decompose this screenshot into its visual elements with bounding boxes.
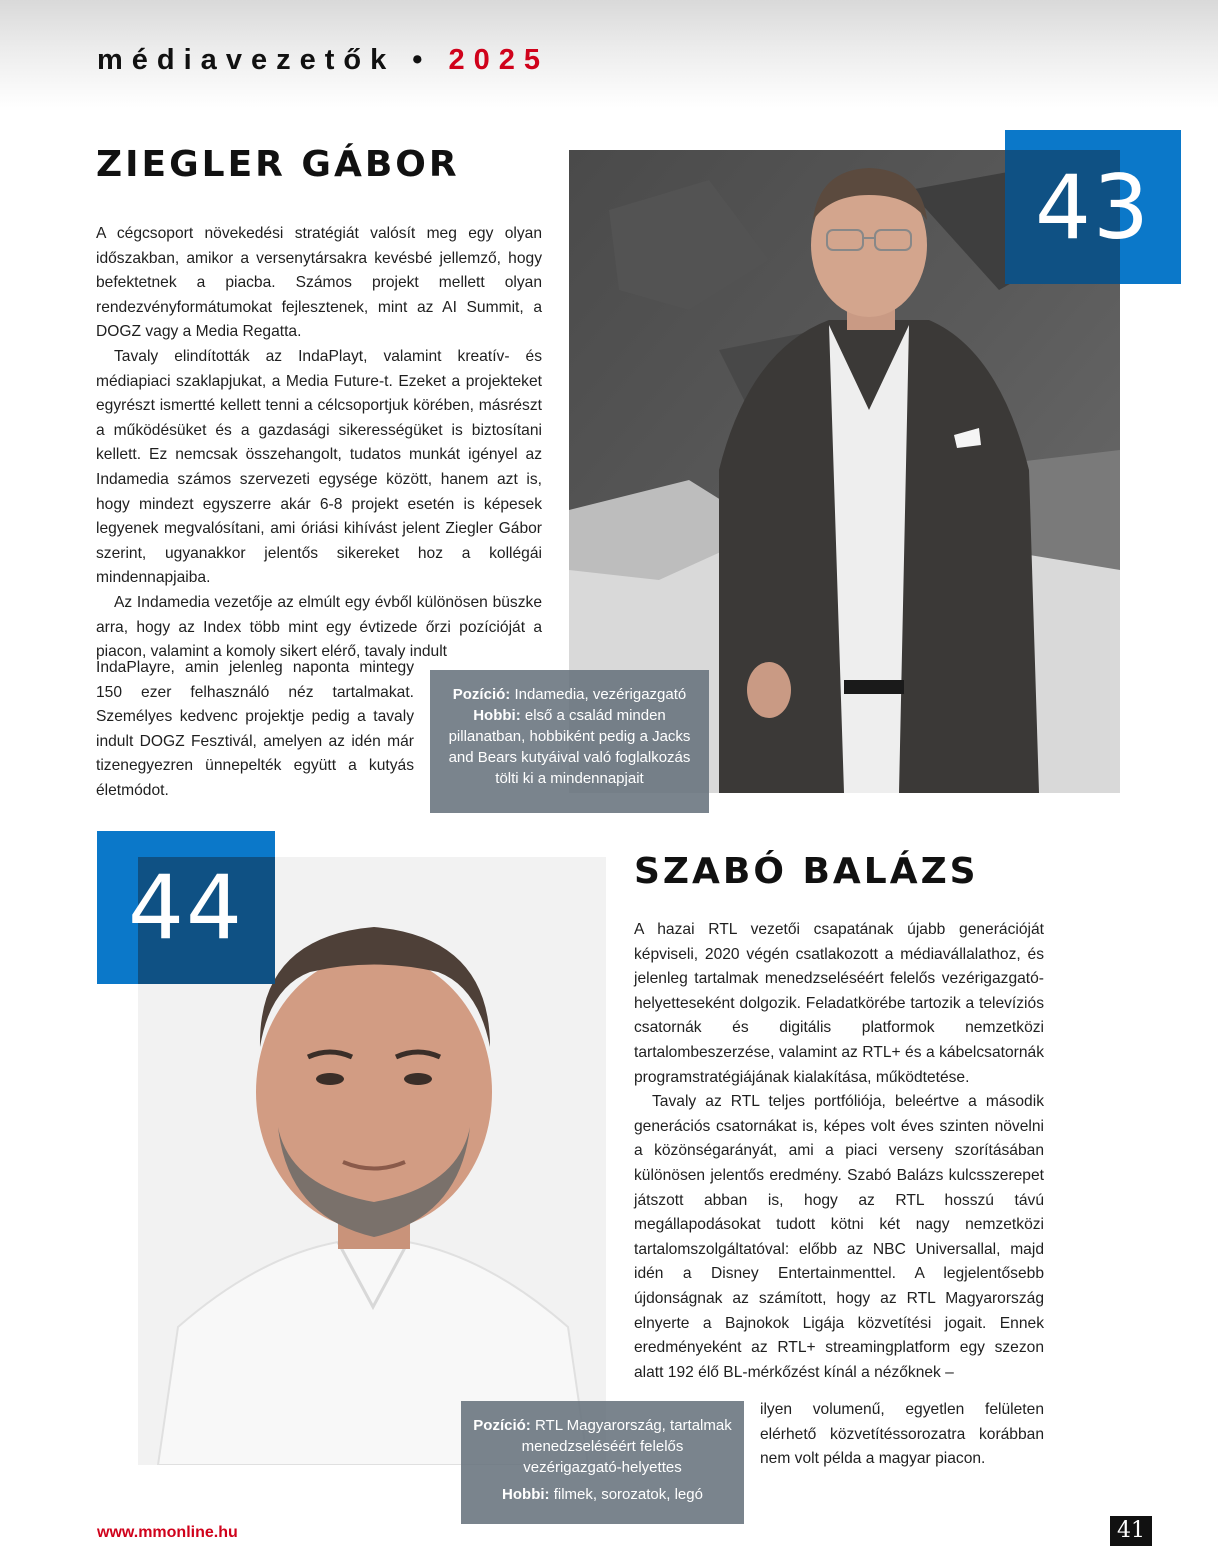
person1-info-box bbox=[430, 670, 709, 813]
section-title: médiavezetők bbox=[97, 44, 396, 76]
section-separator: • bbox=[412, 44, 432, 76]
person2-body bbox=[634, 918, 1044, 1385]
person1-rank-number: 43 bbox=[1035, 155, 1151, 259]
person1-hobby bbox=[440, 705, 699, 789]
person2-hobby-value: filmek, sorozatok, legó bbox=[553, 1486, 703, 1503]
section-year: 2025 bbox=[448, 44, 549, 76]
person2-paragraph-2: Tavaly az RTL teljes portfóliója, beleértve a második generációs csatornákat is, képes volt éves szinten növelni a közönségarányát, ami a piaci verseny szorításában különösen jelentős eredmény. Szabó Balázs kulcsszerepet játszott abban is, hogy az RTL hosszú távú megállapodásokat tudott kötni két nagy nemzetközi tartalomszolgáltatóval: előbb az NBC Universallal, majd idén a Disney Entertainmenttel. A legjelentősebb újdonságnak az számított, hogy az RTL Magyarország elnyerte a Bajnokok Ligája közvetítési jogait. Ennek eredményeként az RTL+ streamingplatform egy szezon alatt 192 élő BL-mérkőzést kínál a nézőknek – bbox=[634, 1093, 1044, 1381]
person1-hobby-label: Hobbi: bbox=[473, 707, 521, 724]
person2-paragraph-2-tail: ilyen volumenű, egyetlen felületen elérhető közvetítéssorozatra korábban nem volt példa a magyar piacon. bbox=[760, 1401, 1044, 1468]
person1-name: ZIEGLER GÁBOR bbox=[96, 144, 460, 185]
person2-name: SZABÓ BALÁZS bbox=[634, 851, 979, 892]
person1-position-value: Indamedia, vezérigazgató bbox=[514, 686, 687, 703]
person2-position bbox=[471, 1415, 734, 1478]
person2-hobby bbox=[471, 1484, 734, 1505]
person1-paragraph-3: Az Indamedia vezetője az elmúlt egy évből különösen büszke arra, hogy az Index több mint egy évtizede őrzi pozícióját a piacon, valamint a komoly sikert elérő, tavaly indult bbox=[96, 593, 542, 661]
person2-paragraph-1: A hazai RTL vezetői csapatának újabb generációját képviseli, 2020 végén csatlakozott a médiavállalathoz, és jelenleg tartalmak menedzseléséért felelős vezérigazgató-helyetteseként dolgozik. Feladatkörébe tartozik a televíziós csatornák és digitális platformok nemzetközi tartalombeszerzése, valamint az RTL+ és a kábelcsatornák programstratégiájának kialakítása, működtetése. bbox=[634, 921, 1044, 1086]
person1-position-label: Pozíció: bbox=[452, 686, 511, 703]
person1-body-tail bbox=[96, 656, 414, 804]
person1-paragraph-3-tail: IndaPlayre, amin jelenleg naponta mintegy 150 ezer felhasználó néz tartalmakat. Személyes kedvenc projektje pedig a tavaly indult DOGZ Fesztivál, amelyen az idén már tizenegyezren ünnepelték együtt a kutyás életmódot. bbox=[96, 659, 414, 799]
person2-info-box bbox=[461, 1401, 744, 1524]
person1-paragraph-1: A cégcsoport növekedési stratégiát valósít meg egy olyan időszakban, amikor a versenytársakra kevésbé jellemző, hogy befektetnek a piacba. Számos projekt mellett olyan rendezvényformátumokat fejlesztenek, mint az AI Summit, a DOGZ vagy a Media Regatta. bbox=[96, 225, 542, 341]
person2-position-value: RTL Magyarország, tartalmak menedzseléséért felelős vezérigazgató-helyettes bbox=[521, 1417, 732, 1476]
person1-paragraph-2: Tavaly elindították az IndaPlayt, valamint kreatív- és médiapiaci szaklapjukat, a Media Future-t. Ezeket a projekteket egyrészt ismertté kellett tenni a célcsoportjuk körében, másrészt a működésüket és a gazdasági sikerességüket is biztosítani kellett. Ez nemcsak összehangolt, tudatos munkát igényel az Indamedia számos szervezeti egysége között, hanem azt is, hogy mindezt egyszerre akár 6-8 projekt esetén is képesek legyenek megvalósítani, ami óriási kihívást jelent Ziegler Gábor szerint, ugyanakkor jelentős sikereket hoz a kollégái mindennapjaiba. bbox=[96, 347, 542, 587]
person1-position bbox=[440, 684, 699, 705]
person1-body bbox=[96, 222, 542, 665]
page-number: 41 bbox=[1110, 1516, 1152, 1546]
section-header bbox=[97, 44, 549, 77]
person1-rank-badge bbox=[1005, 130, 1181, 284]
person2-body-tail bbox=[760, 1398, 1044, 1472]
person1-hobby-value: első a család minden pillanatban, hobbiként pedig a Jacks and Bears kutyáival való foglalkozás tölti ki a mindennapjait bbox=[448, 707, 691, 787]
person2-hobby-label: Hobbi: bbox=[502, 1486, 550, 1503]
person2-rank-badge bbox=[97, 831, 275, 984]
person2-position-label: Pozíció: bbox=[473, 1417, 531, 1434]
person2-rank-number: 44 bbox=[128, 856, 244, 959]
footer-website-link[interactable]: www.mmonline.hu bbox=[97, 1524, 238, 1541]
